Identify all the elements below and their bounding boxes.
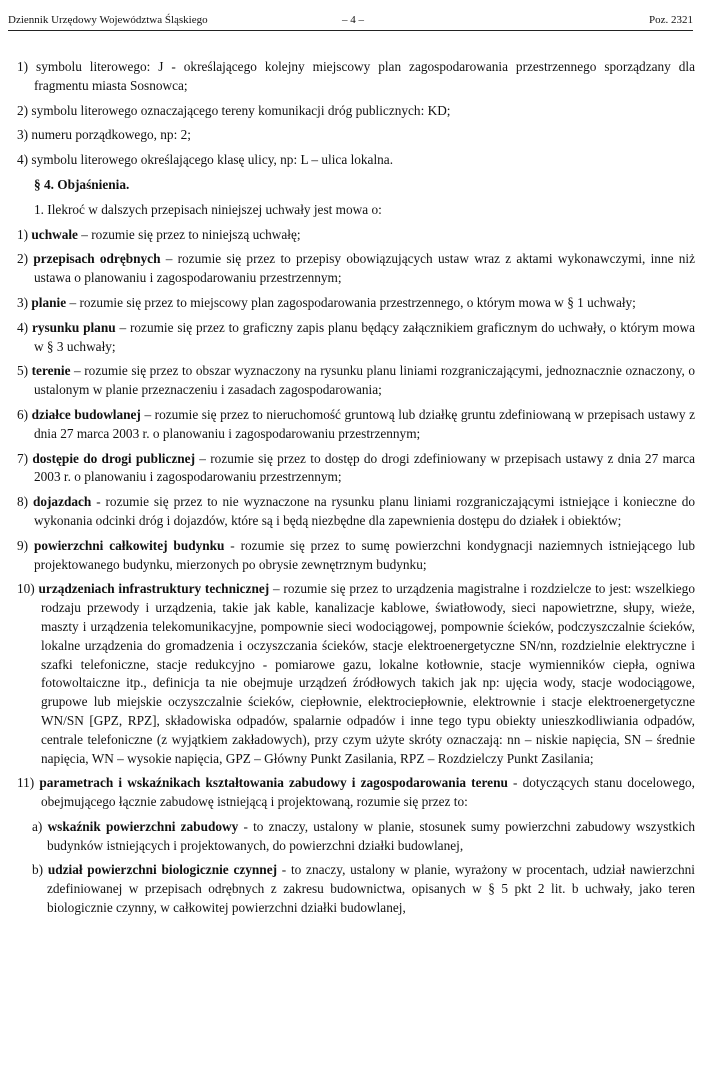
definition-term: uchwale: [31, 226, 78, 242]
definition-item: [17, 493, 695, 531]
page-number: – 4 –: [342, 14, 364, 26]
item-number: 8): [17, 494, 29, 510]
item-number: 2): [17, 102, 29, 118]
definition-text: – rozumie się przez to niniejszą uchwałę;: [77, 226, 301, 242]
definition-term: przepisach odrębnych: [33, 251, 161, 267]
item-number: b): [32, 862, 44, 878]
definition-item: [17, 362, 695, 400]
sub-item: [17, 818, 695, 856]
definition-term: parametrach i wskaźnikach kształtowania zabudowy i zagospodarowania terenu: [39, 775, 508, 791]
item-number: 10): [17, 581, 35, 597]
definition-item: [17, 294, 695, 313]
item-number: 2): [17, 251, 29, 267]
document-body: [17, 58, 695, 924]
definition-term: dostępie do drogi publicznej: [32, 450, 195, 466]
list-item: [17, 126, 695, 145]
sub-item: [17, 861, 695, 917]
definitions-list: [17, 226, 695, 812]
definition-text: - to znaczy, ustalony w planie, stosunek sumy powierzchni zabudowy wszystkich budynków istniejących i projektowanych, do powierzchni działki budowlanej,: [47, 818, 695, 853]
definition-item: [17, 774, 695, 812]
item-text: numeru porządkowego, np: 2;: [31, 127, 191, 143]
definition-term: planie: [31, 294, 67, 310]
item-text: symbolu literowego: J - określającego kolejny miejscowy plan zagospodarowania przestrzennego sporządzany dla fragmentu miasta Sosnowca;: [34, 59, 695, 93]
definition-term: rysunku planu: [31, 319, 116, 335]
definition-text: – rozumie się przez to urządzenia magistralne i rozdzielcze to jest: wszelkiego rodzaju przewody i urządzenia, takie jak kable, kanalizacje kablowe, światłowody, sieci napowietrzne, słupy, wieże, maszty i urządzenia telekomunikacyjne, pompownie sieci wodociągowej, pompownie ścieków, podczyszczalnie ścieków, lokalne urządzenia do gromadzenia i oczyszczania ścieków, stacje elektroenergetyczne SN/nn, rozdzielnie elektryczne i szafki telefoniczne, stacje redukcyjno - pomiarowe gazu, lokalne kotłownie, stacje wymienników ciepła, ogniwa fotowoltaiczne itp., definicja ta nie obejmuje urządzeń źródłowych takich jak np: ujęcia wody, stacje wodociągowe, grupowe lub miejskie oczyszczalnie ścieków, ciepłownie, elektrociepłownie, elektrownie i stacje elektroenergetyczne WN/SN [GPZ, RPZ], składowiska odpadów, spalarnie odpadów i inne tego typu obiekty unieszkodliwiania odpadów, centrale telefoniczne (z wyjątkiem zakładowych), przy czym użyte skróty oznaczają: nn – niskie napięcia, SN – średnie napięcia, WN – wysokie napięcia, GPZ – Główny Punkt Zasilania, RPZ – Rozdzielczy Punkt Zasilania;: [41, 581, 695, 766]
subitems-list: [17, 818, 695, 918]
item-number: 6): [17, 406, 29, 422]
definition-text: - rozumie się przez to nie wyznaczone na rysunku planu liniami rozgraniczającymi istniejące i konieczne do wykonania odcinki dróg i dojazdów, które są i będą niezbędne dla zapewnienia dostępu do działek i obiektów;: [34, 494, 695, 528]
section-heading: § 4. Objaśnienia.: [34, 176, 130, 192]
definition-term: powierzchni całkowitej budynku: [33, 537, 225, 553]
list-item: [17, 58, 695, 96]
definition-item: [17, 319, 695, 357]
item-number: 3): [17, 127, 29, 143]
item-number: 1): [17, 59, 29, 74]
definition-term: terenie: [31, 363, 71, 379]
definition-item: [17, 537, 695, 575]
definition-item: [17, 406, 695, 444]
pre-list: [17, 58, 695, 170]
definition-text: – rozumie się przez to miejscowy plan zagospodarowania przestrzennego, o którym mowa w § 1 uchwały;: [66, 294, 636, 310]
item-number: 9): [17, 537, 29, 553]
definition-term: urządzeniach infrastruktury technicznej: [38, 581, 270, 597]
definition-text: – rozumie się przez to dostęp do drogi zdefiniowany w przepisach ustawy z dnia 27 marca 2003 r. o planowaniu i zagospodarowaniu przestrzennym;: [34, 450, 695, 485]
item-number: a): [32, 818, 43, 834]
section-intro: 1. Ilekroć w dalszych przepisach niniejszej uchwały jest mowa o:: [34, 201, 382, 217]
definition-text: – rozumie się przez to przepisy obowiązujących ustaw wraz z aktami wykonawczymi, inne niż ustawa o planowaniu i zagospodarowaniu przestrzennym;: [34, 251, 695, 286]
item-text: symbolu literowego określającego klasę ulicy, np: L – ulica lokalna.: [31, 152, 394, 168]
definition-term: wskaźnik powierzchni zabudowy: [47, 818, 239, 834]
page-header: [8, 14, 693, 31]
item-number: 4): [17, 319, 29, 335]
definition-text: - to znaczy, ustalony w planie, wyrażony w procentach, udział nawierzchni zdefiniowanej w przepisach odrębnych z zakresu budownictwa, opisanych w § 5 pkt 2 lit. b uchwały, jako teren biologicznie czynny, w całkowitej powierzchni działki budowlanej,: [47, 862, 695, 916]
item-number: 11): [17, 775, 35, 791]
item-number: 3): [17, 294, 29, 310]
definition-text: - dotyczących stanu docelowego, obejmującego łącznie zabudowę istniejącą i projektowaną, rozumie się przez to:: [41, 775, 695, 810]
definition-text: - rozumie się przez to sumę powierzchni kondygnacji naziemnych istniejącego lub projektowanego budynku, mierzonych po obrysie zewnętrznym budynku;: [34, 537, 695, 572]
definition-term: działce budowlanej: [31, 406, 141, 422]
item-number: 4): [17, 152, 29, 168]
item-number: 7): [17, 450, 29, 466]
item-number: 5): [17, 363, 29, 379]
definition-term: udział powierzchni biologicznie czynnej: [47, 862, 278, 878]
definition-text: – rozumie się przez to obszar wyznaczony na rysunku planu liniami rozgraniczającymi, jednoznacznie oznaczony, o ustalonym w planie przeznaczeniu i zasadach zagospodarowania;: [34, 363, 695, 398]
definition-text: – rozumie się przez to graficzny zapis planu będący załącznikiem graficznym do uchwały, o którym mowa w § 3 uchwały;: [34, 319, 696, 354]
definition-term: dojazdach: [32, 494, 92, 510]
journal-title: Dziennik Urzędowy Województwa Śląskiego: [8, 14, 208, 26]
definition-text: – rozumie się przez to nieruchomość gruntową lub działkę gruntu zdefiniowaną w przepisach ustawy z dnia 27 marca 2003 r. o planowaniu i zagospodarowaniu przestrzennym;: [34, 406, 696, 441]
item-number: 1): [17, 226, 29, 242]
position-number: Poz. 2321: [649, 14, 693, 26]
definition-item: [17, 226, 695, 245]
definition-item: [17, 580, 695, 768]
definition-item: [17, 250, 695, 288]
definition-item: [17, 450, 695, 488]
item-text: symbolu literowego oznaczającego tereny komunikacji dróg publicznych: KD;: [31, 102, 451, 118]
list-item: [17, 151, 695, 170]
list-item: [17, 102, 695, 121]
